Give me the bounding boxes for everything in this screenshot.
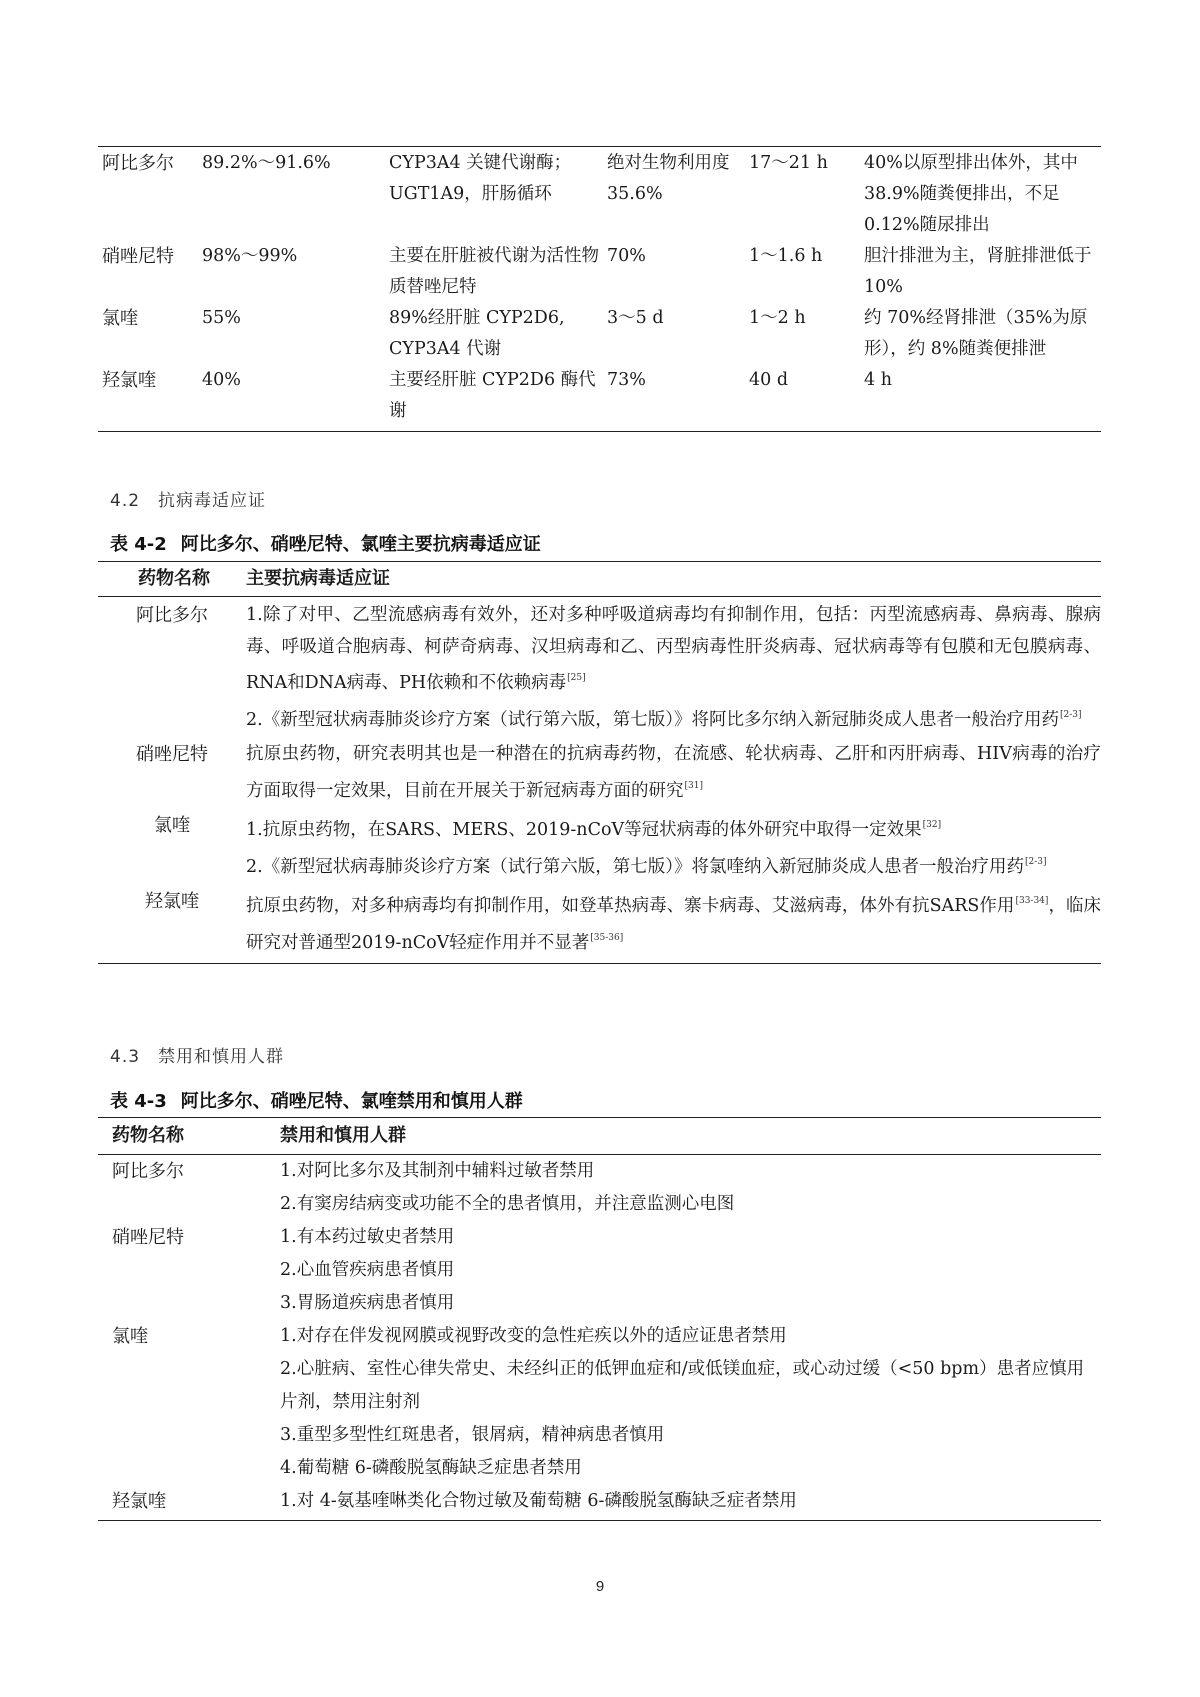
table-row [98,807,1101,883]
list-item: 3.重型多型性红斑患者，银屑病，精神病患者慎用 [280,1425,665,1445]
list-item: 1.有本药过敏史者禁用 [280,1227,455,1247]
table-caption-4-3 [110,1087,523,1113]
table-row [98,597,1101,736]
drug-name: 硝唑尼特 [102,246,174,267]
caption-number: 表 4-3 [110,1091,167,1112]
cell: 3～5 d [607,308,664,328]
table-row [98,147,1101,241]
cell: 55% [202,308,241,328]
table-row [98,883,1101,959]
section-heading-4-3 [110,1042,284,1067]
drug-name: 硝唑尼特 [112,1227,184,1248]
list-item: 1.对阿比多尔及其制剂中辅料过敏者禁用 [280,1161,595,1181]
cell: 主要在肝脏被代谢为活性物质替唑尼特 [389,246,599,297]
citation: [2-3] [1024,856,1047,867]
table-row [98,1155,1101,1221]
item-list [280,1320,1101,1485]
citation: [31] [684,780,703,791]
page-number: 9 [595,1578,605,1595]
paragraph [246,847,1101,884]
table-row [98,1221,1101,1320]
table-header [98,1118,1101,1154]
paragraph-text: 2.《新型冠状病毒肺炎诊疗方案（试行第六版，第七版）》将阿比多尔纳入新冠肺炎成人患者一般治疗用药 [246,709,1059,730]
indication-text [246,807,1101,883]
list-item: 2.有窦房结病变或功能不全的患者慎用，并注意监测心电图 [280,1194,735,1214]
item-list [280,1155,1101,1221]
paragraph [246,700,1101,737]
drug-name: 羟氯喹 [102,370,156,391]
paragraph-text: 抗原虫药物，对多种病毒均有抑制作用，如登革热病毒、寨卡病毒、艾滋病毒，体外有抗SARS作用 [246,896,1015,916]
cell: 17～21 h [749,153,828,173]
paragraph-text: 1.抗原虫药物，在SARS、MERS、2019-nCoV等冠状病毒的体外研究中取得一定效果 [246,820,922,840]
paragraph-text: 抗原虫药物，研究表明其也是一种潜在的抗病毒药物，在流感、轮状病毒、乙肝和丙肝病毒、HIV病毒的治疗方面取得一定效果，目前在开展关于新冠病毒方面的研究 [246,744,1101,801]
table-bottom-rule [98,1520,1101,1521]
cell: 4 h [864,370,892,390]
list-item: 1.对存在伴发视网膜或视野改变的急性疟疾以外的适应证患者禁用 [280,1326,787,1346]
cell: 98%～99% [202,246,298,266]
citation: [25] [567,673,586,683]
section-number: 4.3 [110,1047,141,1067]
table-bottom-rule [98,963,1101,964]
header-drug-name: 药物名称 [112,1125,184,1146]
section-title: 禁用和慎用人群 [158,1047,285,1067]
paragraph-text: 1.除了对甲、乙型流感病毒有效外，还对多种呼吸道病毒均有抑制作用，包括：丙型流感病毒、鼻病毒、腺病毒、呼吸道合胞病毒、柯萨奇病毒、汉坦病毒和乙、丙型病毒性肝炎病毒、冠状病毒等有包膜和无包膜病毒、RNA和DNA病毒、PH依赖和不依赖病毒 [246,605,1101,693]
citation: [32] [922,820,942,830]
cell: 89%经肝脏 CYP2D6, CYP3A4 代谢 [389,308,565,359]
paragraph [246,886,1101,959]
paragraph [246,810,1101,847]
citation: [35-36] [590,932,624,943]
cell: 主要经肝脏 CYP2D6 酶代谢 [389,370,596,421]
drug-name: 氯喹 [154,815,190,836]
contraindications-table [98,1117,1101,1521]
cell: 73% [607,370,646,390]
table-row [98,1320,1101,1485]
citation: [2-3] [1059,709,1082,720]
table-row [98,241,1101,303]
drug-name: 硝唑尼特 [136,744,208,765]
pharmacokinetics-table [98,146,1101,432]
cell: 89.2%～91.6% [202,153,331,173]
header-populations: 禁用和慎用人群 [280,1125,406,1146]
drug-name: 羟氯喹 [145,891,199,912]
list-item: 2.心血管疾病患者慎用 [280,1260,455,1280]
drug-name: 氯喹 [102,308,138,329]
cell: 40%以原型排出体外，其中 38.9%随粪便排出，不足 0.12%随尿排出 [864,153,1078,235]
paragraph-text: 2.《新型冠状病毒肺炎诊疗方案（试行第六版，第七版）》将氯喹纳入新冠肺炎成人患者一般治疗用药 [246,856,1024,877]
indication-text [246,736,1101,807]
table-row [98,736,1101,807]
cell: 70% [607,246,646,266]
list-item: 4.葡萄糖 6-磷酸脱氢酶缺乏症患者禁用 [280,1458,582,1478]
cell: 胆汁排泄为主，肾脏排泄低于 10% [864,246,1092,297]
paragraph [246,739,1101,807]
drug-name: 羟氯喹 [112,1491,166,1512]
cell: 40% [202,370,241,390]
antiviral-indications-table [98,561,1101,964]
section-heading-4-2 [110,486,266,511]
header-indications: 主要抗病毒适应证 [246,568,390,589]
drug-name: 阿比多尔 [136,605,208,626]
caption-text: 阿比多尔、硝唑尼特、氯喹禁用和慎用人群 [180,1091,523,1112]
table-row [98,365,1101,427]
list-item: 2.心脏病、室性心律失常史、未经纠正的低钾血症和/或低镁血症，或心动过缓（<50 bpm）患者应慎用片剂，禁用注射剂 [280,1359,1085,1412]
drug-name: 阿比多尔 [112,1161,184,1182]
table-caption-4-2 [110,530,541,556]
cell: CYP3A4 关键代谢酶；UGT1A9，肝肠循环 [389,153,572,204]
cell: 绝对生物利用度 35.6% [607,153,730,204]
drug-name: 氯喹 [112,1326,148,1347]
table-header [98,562,1101,596]
citation: [33-34] [1015,896,1049,906]
list-item: 3.胃肠道疾病患者慎用 [280,1293,455,1313]
cell: 1～2 h [749,308,806,328]
table-bottom-rule [98,431,1101,432]
cell: 1～1.6 h [749,246,823,266]
paragraph [246,600,1101,700]
item-list [280,1485,1101,1518]
indication-text [246,883,1101,959]
drug-name: 阿比多尔 [102,153,174,174]
header-drug-name: 药物名称 [138,568,210,589]
caption-text: 阿比多尔、硝唑尼特、氯喹主要抗病毒适应证 [180,534,541,555]
section-number: 4.2 [110,491,141,511]
paragraph-text: ，临床研究对普通型2019-nCoV轻症作用并不显著 [246,896,1102,953]
cell: 40 d [749,370,789,390]
indication-text [246,597,1101,736]
cell: 约 70%经肾排泄（35%为原形），约 8%随粪便排泄 [864,308,1088,359]
item-list [280,1221,1101,1320]
table-row [98,303,1101,365]
list-item: 1.对 4-氨基喹啉类化合物过敏及葡萄糖 6-磷酸脱氢酶缺乏症者禁用 [280,1491,797,1511]
table-row [98,1485,1101,1518]
caption-number: 表 4-2 [110,534,167,555]
section-title: 抗病毒适应证 [158,491,267,511]
